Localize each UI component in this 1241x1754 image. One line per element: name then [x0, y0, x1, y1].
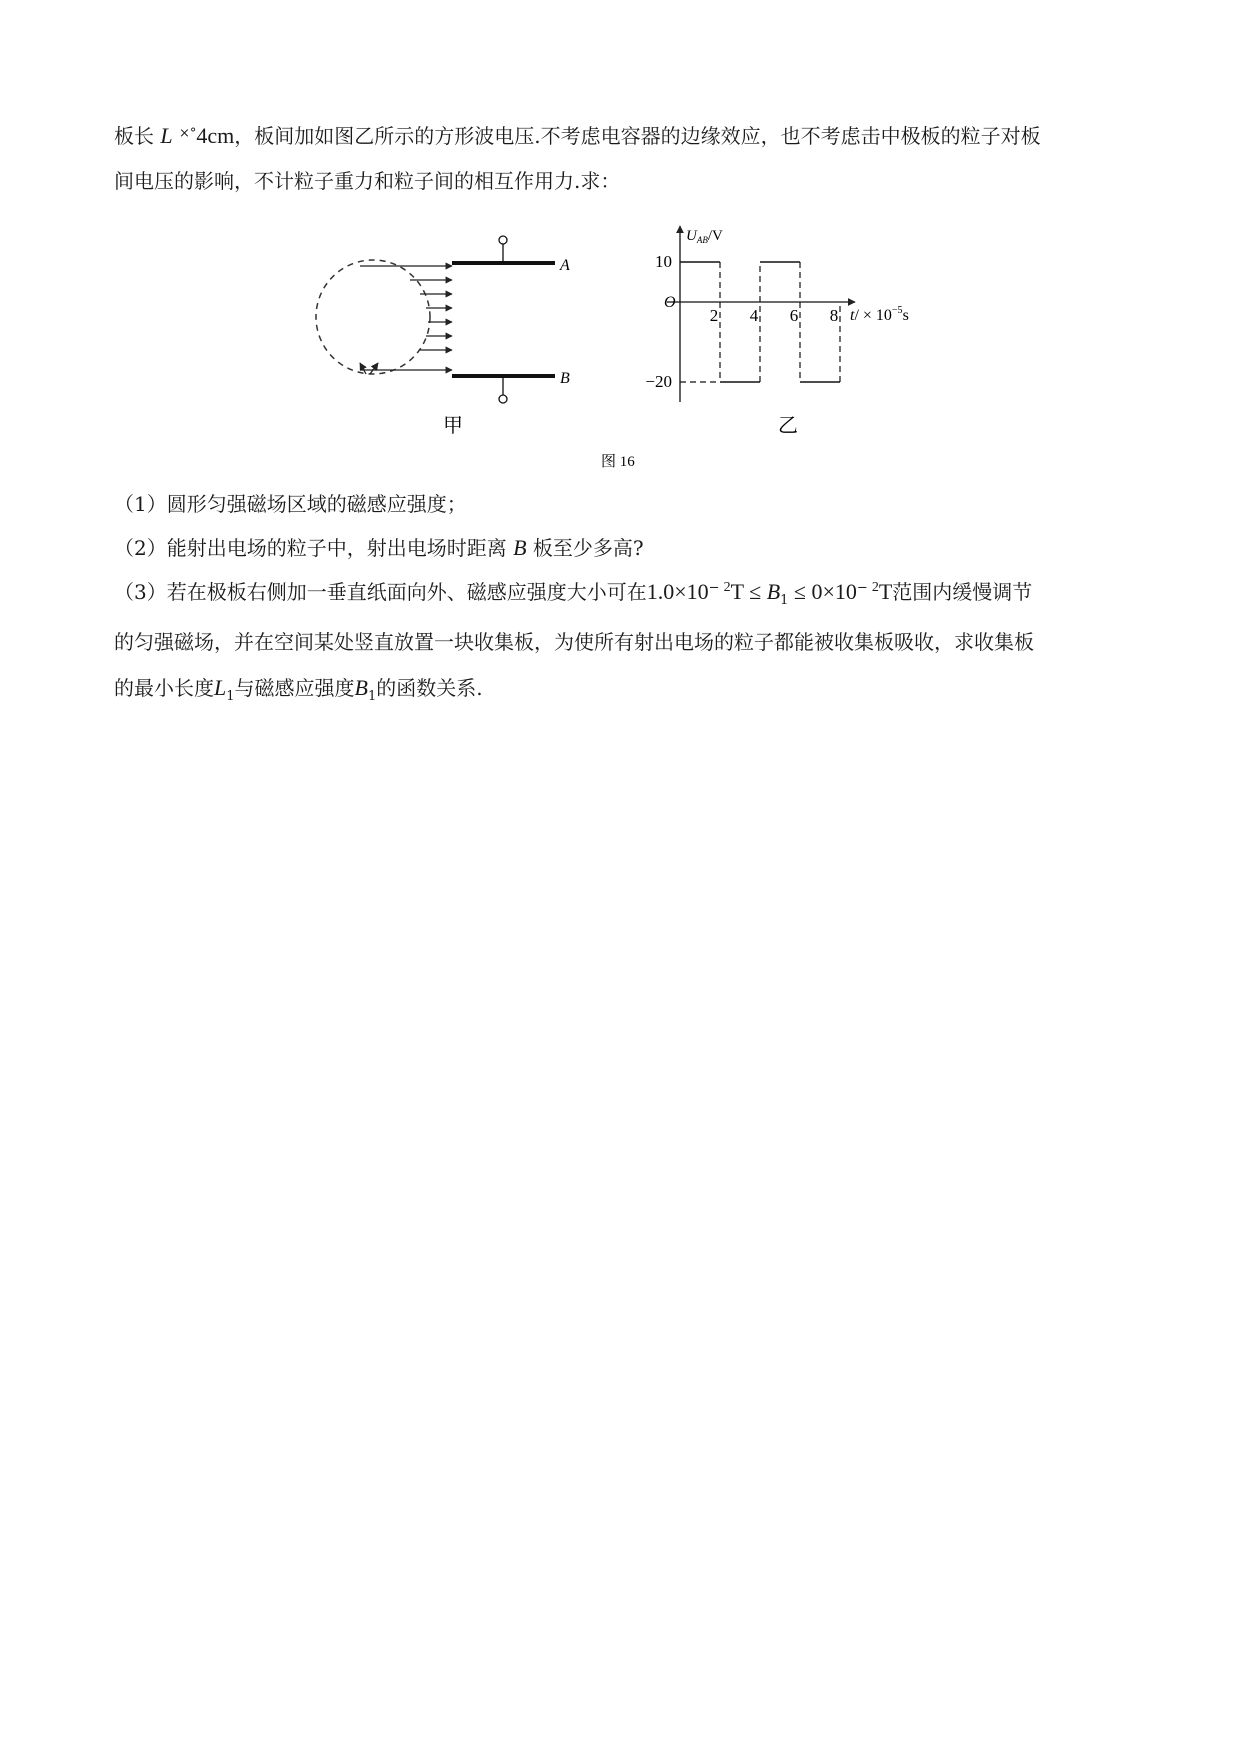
- plate-a-label: A: [560, 257, 570, 274]
- q3-l3-prefix: 的最小长度: [114, 676, 214, 700]
- y-tick-label: −20: [645, 372, 672, 391]
- q3-var: B: [766, 579, 781, 604]
- garbled-symbol: ×°: [178, 126, 197, 141]
- x-tick-label: 6: [789, 306, 799, 325]
- q3-prefix: （3）若在极板右侧加一垂直纸面向外、磁感应强度大小可在: [114, 580, 647, 604]
- diagram-jia: [316, 236, 570, 437]
- q3-m1-exp: −: [708, 580, 720, 596]
- q3-m6: T: [878, 579, 893, 604]
- chart-yi: [645, 226, 908, 437]
- intro-prefix: 板长: [114, 124, 154, 148]
- q3-m4-exp: −: [856, 580, 868, 596]
- q3-suffix: 范围内缓慢调节: [892, 580, 1033, 604]
- q3-m4: ≤ 0×10: [788, 579, 857, 604]
- q3-l3-suffix: 的函数关系.: [376, 676, 483, 700]
- terminal-b-icon: [499, 395, 507, 403]
- q3-m5: 2: [871, 580, 879, 595]
- terminal-a-icon: [499, 236, 507, 244]
- y-axis-label: [686, 228, 723, 245]
- square-wave: [680, 262, 840, 382]
- y-axis-sub: AB: [696, 235, 708, 245]
- q3-l3-var2: B: [354, 675, 368, 700]
- tick-labels: [645, 252, 838, 391]
- x-axis-rest: / × 10: [854, 307, 892, 324]
- origin-label: O: [664, 294, 676, 311]
- q2-var: B: [513, 535, 527, 560]
- question-1: （1）圆形匀强磁场区域的磁感应强度；: [114, 492, 467, 516]
- x-axis-label: [850, 305, 909, 324]
- plate-length-value: 4cm: [196, 123, 235, 148]
- x-axis-unit: s: [902, 307, 909, 324]
- plate-b-label: B: [560, 370, 570, 387]
- y-tick-label: 10: [655, 252, 672, 271]
- figure-16: [0, 0, 1241, 480]
- q3-l3-sub2: 1: [367, 689, 377, 704]
- x-tick-label: 8: [829, 306, 839, 325]
- x-tick-label: 2: [709, 306, 719, 325]
- intro-rest: ，板间加如图乙所示的方形波电压.不考虑电容器的边缘效应，也不考虑击中极板的粒子对板: [234, 124, 1041, 148]
- q3-l3-sub1: 1: [226, 689, 235, 704]
- question-3-line-2: 的匀强磁场，并在空间某处竖直放置一块收集板，为使所有射出电场的粒子都能被收集板吸收，求收集板: [114, 630, 1034, 654]
- x-axis-t: t: [850, 307, 855, 324]
- figure-caption: 图 16: [601, 454, 635, 470]
- q3-l3-var1: L: [214, 675, 227, 700]
- x-axis-exp: −5: [891, 305, 903, 316]
- q3-m3: T ≤: [730, 579, 767, 604]
- y-axis-unit: /V: [707, 228, 723, 244]
- x-tick-label: 4: [749, 306, 759, 325]
- q3-sub: 1: [780, 593, 789, 608]
- q3-m1: 1.0×10: [646, 579, 709, 604]
- q2-prefix: （2）能射出电场的粒子中，射出电场时距离: [114, 536, 507, 560]
- q3-l3-mid: 与磁感应强度: [234, 676, 355, 700]
- q3-m2: 2: [723, 580, 731, 595]
- question-3-line-3: [114, 672, 483, 704]
- magnetic-field-region: [316, 260, 430, 374]
- y-axis-u: U: [686, 228, 697, 244]
- question-3-line-1: [114, 576, 1032, 608]
- question-2: [114, 532, 644, 561]
- particle-beam-arrows: [360, 266, 452, 370]
- figure-yi-label: 乙: [778, 415, 798, 437]
- q2-suffix: 板至少多高?: [532, 536, 644, 560]
- intro-line-2: 间电压的影响，不计粒子重力和粒子间的相互作用力.求：: [114, 169, 621, 193]
- plate-length-var: L: [160, 123, 173, 148]
- figure-jia-label: 甲: [443, 415, 463, 437]
